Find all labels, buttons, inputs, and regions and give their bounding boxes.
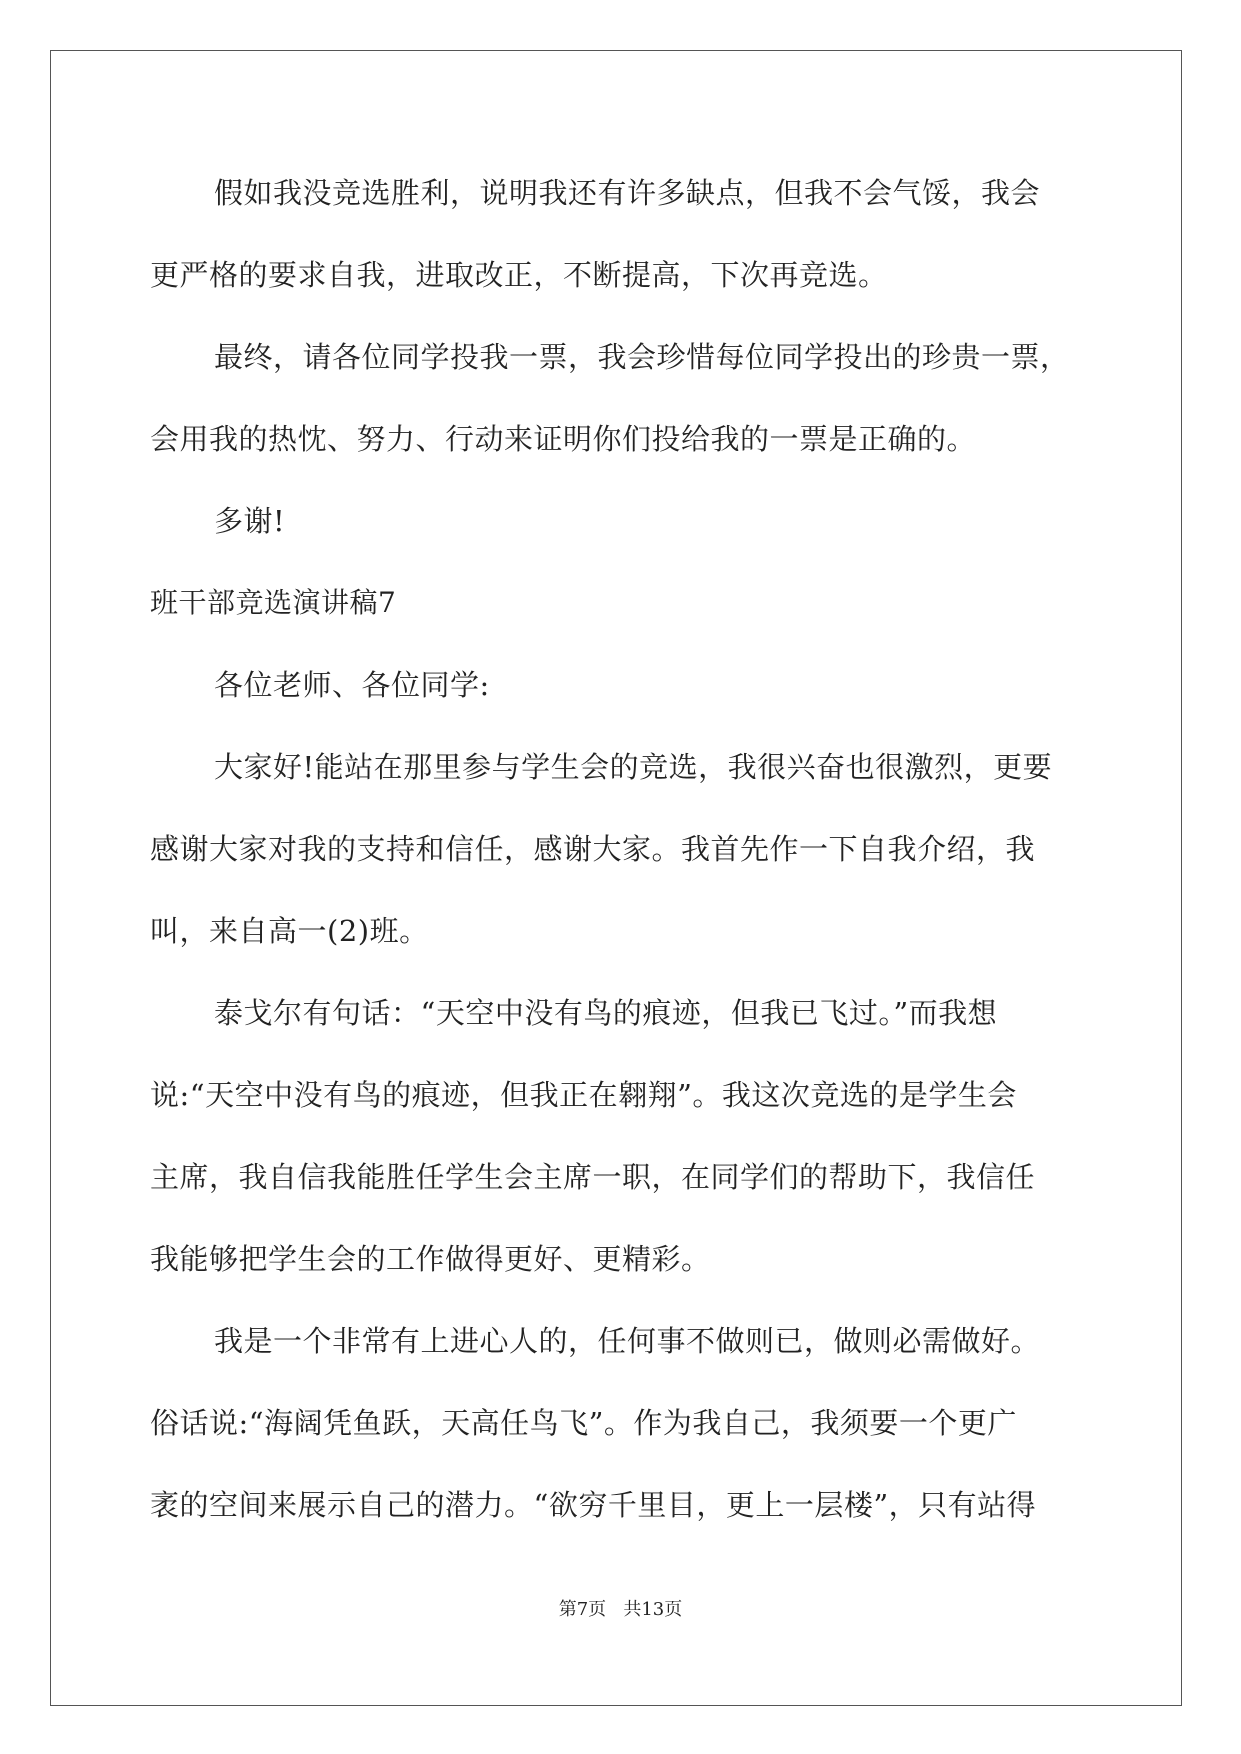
paragraph-line: 多谢! <box>214 504 286 538</box>
paragraph-line: 袤的空间来展示自己的潜力。“欲穷千里目，更上一层楼”，只有站得 <box>150 1488 1037 1522</box>
paragraph-line: 俗话说:“海阔凭鱼跃，天高任鸟飞”。作为我自己，我须要一个更广 <box>150 1406 1017 1440</box>
paragraph-line: 泰戈尔有句话：“天空中没有鸟的痕迹，但我已飞过。”而我想 <box>214 996 998 1030</box>
paragraph-line: 叫，来自高一(2)班。 <box>150 914 429 948</box>
paragraph-line: 我是一个非常有上进心人的，任何事不做则已，做则必需做好。 <box>214 1324 1041 1358</box>
section-heading: 班干部竞选演讲稿7 <box>150 586 397 619</box>
page-number-footer: 第7页 共13页 <box>558 1599 683 1620</box>
paragraph-line: 大家好!能站在那里参与学生会的竞选，我很兴奋也很激烈，更要 <box>214 750 1053 784</box>
document-body <box>150 152 1090 1546</box>
paragraph-line: 会用我的热忱、努力、行动来证明你们投给我的一票是正确的。 <box>150 422 977 456</box>
paragraph-line: 感谢大家对我的支持和信任，感谢大家。我首先作一下自我介绍，我 <box>150 832 1036 866</box>
paragraph-line: 我能够把学生会的工作做得更好、更精彩。 <box>150 1242 711 1276</box>
paragraph-line: 主席，我自信我能胜任学生会主席一职，在同学们的帮助下，我信任 <box>150 1160 1036 1194</box>
paragraph-line: 说:“天空中没有鸟的痕迹，但我正在翱翔”。我这次竞选的是学生会 <box>150 1078 1017 1112</box>
paragraph-line: 更严格的要求自我，进取改正，不断提高，下次再竞选。 <box>150 258 888 292</box>
paragraph-line: 最终，请各位同学投我一票，我会珍惜每位同学投出的珍贵一票， <box>214 340 1070 374</box>
paragraph-line: 各位老师、各位同学: <box>214 668 490 702</box>
paragraph-line: 假如我没竞选胜利，说明我还有许多缺点，但我不会气馁，我会 <box>214 176 1041 210</box>
